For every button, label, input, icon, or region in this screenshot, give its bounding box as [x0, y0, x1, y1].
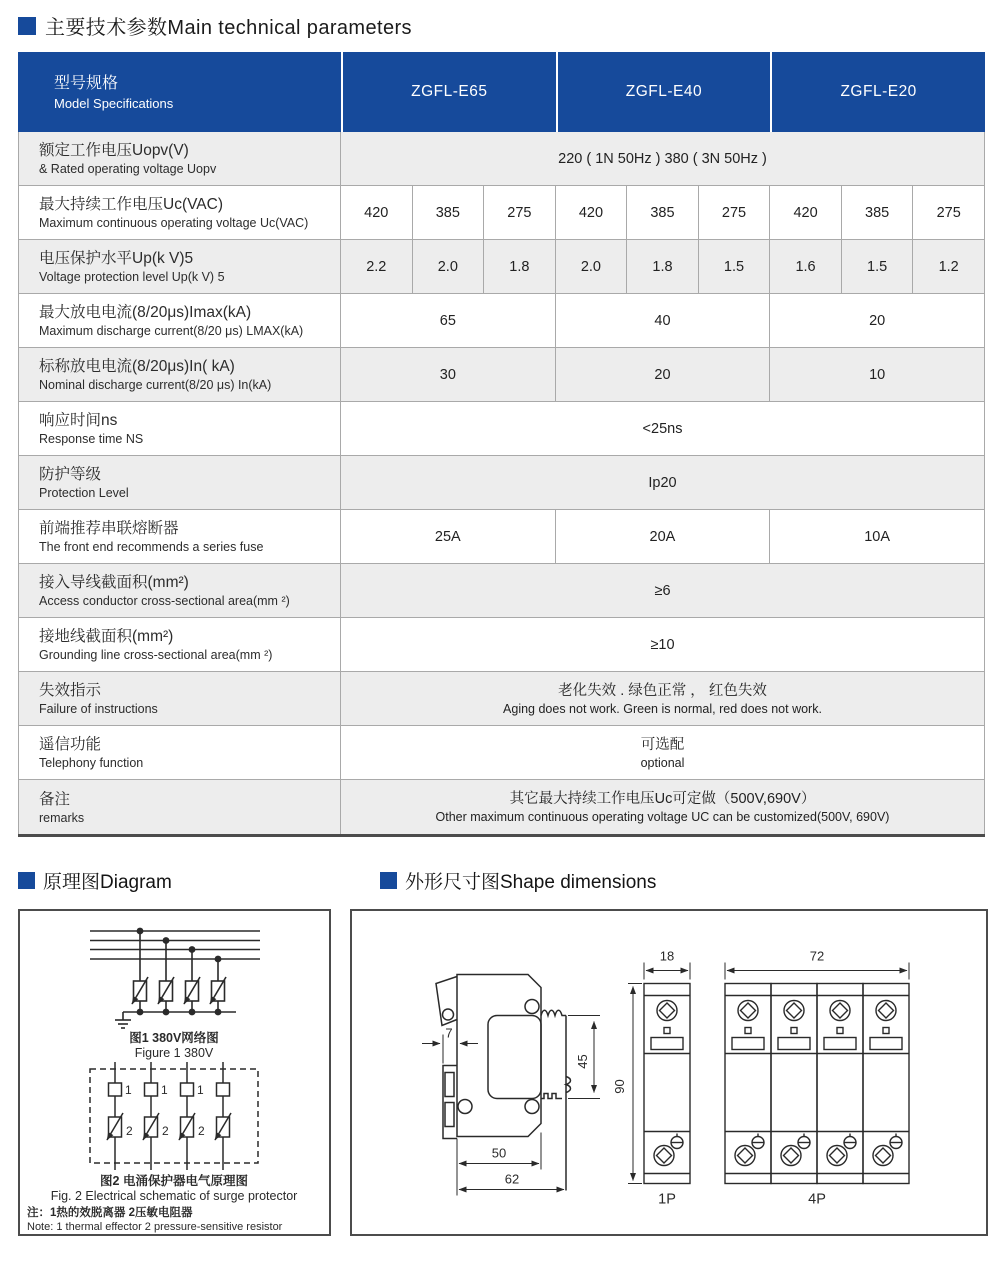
svg-text:1: 1 — [197, 1083, 204, 1097]
spec-value-cell: 20A — [556, 510, 771, 564]
spec-value-cell: 275 — [484, 186, 556, 240]
dim-rail-depth: 7 — [445, 1025, 453, 1041]
svg-text:2: 2 — [126, 1124, 133, 1138]
spec-row-label: 标称放电电流(8/20μs)In( kA) Nominal discharge current(8/20 μs) In(kA) — [18, 348, 341, 402]
shape-section-title: 外形尺寸图Shape dimensions — [380, 867, 656, 894]
dim-module-height: 45 — [575, 1054, 590, 1069]
table-row — [18, 294, 985, 348]
table-row — [18, 726, 985, 780]
spec-row-label: 前端推荐串联熔断器 The front end recommends a series fuse — [18, 510, 341, 564]
spec-value-cell: ≥6 — [341, 564, 985, 618]
spec-value-cell: ≥10 — [341, 618, 985, 672]
table-row — [18, 672, 985, 726]
dim-unit4-width: 72 — [809, 948, 825, 964]
svg-text:1: 1 — [161, 1083, 168, 1097]
table-row — [18, 510, 985, 564]
section-headers — [0, 867, 1000, 895]
figure1-caption-en: Figure 1 380V — [134, 1046, 214, 1060]
spec-row-label: 遥信功能 Telephony function — [18, 726, 341, 780]
spec-value-cell: 275 — [699, 186, 771, 240]
table-row — [18, 456, 985, 510]
blue-square-icon — [380, 872, 397, 889]
spec-value-cell: 385 — [627, 186, 699, 240]
svg-text:1: 1 — [125, 1083, 132, 1097]
blue-square-icon — [18, 872, 35, 889]
spec-table — [18, 52, 985, 834]
model-header-e40: ZGFL-E40 — [556, 52, 771, 132]
table-row — [18, 780, 985, 834]
spec-value-cell: 385 — [413, 186, 485, 240]
table-row — [18, 402, 985, 456]
figure1-caption-zh: 图1 380V网络图 — [129, 1031, 219, 1045]
figure-boxes — [18, 909, 1000, 1236]
table-row — [18, 240, 985, 294]
spec-row-label: 防护等级 Protection Level — [18, 456, 341, 510]
figure2-spd-schematic — [90, 1062, 258, 1170]
spec-value-cell: 其它最大持续工作电压Uc可定做（500V,690V） Other maximum continuous operating voltage UC can be customized(500V, 690V) — [341, 780, 985, 834]
dim-unit-height: 90 — [612, 1079, 627, 1094]
circuit-diagram — [20, 911, 329, 1234]
spec-value-cell: 10A — [770, 510, 985, 564]
page-title — [18, 11, 1000, 40]
model-header-e65: ZGFL-E65 — [341, 52, 556, 132]
spec-value-cell: 420 — [770, 186, 842, 240]
shape-dimensions-box — [350, 909, 988, 1236]
table-row — [18, 132, 985, 186]
spec-value-cell: 1.8 — [484, 240, 556, 294]
figure2-caption-en: Fig. 2 Electrical schematic of surge protector — [50, 1189, 298, 1203]
spec-table-wrap — [18, 52, 985, 837]
front-view-1p — [644, 984, 690, 1184]
diagram-section-title: 原理图Diagram — [18, 867, 172, 894]
spec-value-cell: 2.2 — [341, 240, 413, 294]
model-header-e20: ZGFL-E20 — [770, 52, 985, 132]
spec-value-cell: 20 — [556, 348, 771, 402]
side-view-dimensions — [422, 1016, 600, 1196]
varistor-symbols — [132, 977, 226, 1004]
note-en: Note: 1 thermal effector 2 pressure-sensitive resistor — [27, 1221, 283, 1233]
table-row — [18, 186, 985, 240]
spec-value-cell: 2.0 — [413, 240, 485, 294]
spec-row-label: 额定工作电压Uopv(V) & Rated operating voltage Uopv — [18, 132, 341, 186]
header-label-cell — [18, 52, 341, 132]
table-row — [18, 348, 985, 402]
svg-text:2: 2 — [162, 1124, 169, 1138]
shape-dimensions-drawing — [352, 911, 986, 1234]
spec-value-cell: 275 — [913, 186, 985, 240]
spec-value-cell: 65 — [341, 294, 556, 348]
label-1p: 1P — [658, 1191, 676, 1208]
dim-body-width: 50 — [491, 1145, 507, 1161]
spec-row-label: 最大放电电流(8/20μs)Imax(kA) Maximum discharge current(8/20 μs) LMAX(kA) — [18, 294, 341, 348]
dim-unit1-width: 18 — [659, 948, 675, 964]
spec-value-cell: 2.0 — [556, 240, 628, 294]
svg-text:2: 2 — [198, 1124, 205, 1138]
spec-value-cell: 可选配 optional — [341, 726, 985, 780]
spec-value-cell: 220 ( 1N 50Hz ) 380 ( 3N 50Hz ) — [341, 132, 985, 186]
spec-value-cell: 20 — [770, 294, 985, 348]
spec-value-cell: 25A — [341, 510, 556, 564]
header-label-zh: 型号规格 — [54, 75, 119, 92]
figure2-caption-zh: 图2 电涌保护器电气原理图 — [100, 1174, 248, 1188]
spec-value-cell: 420 — [556, 186, 628, 240]
figure1-network-schematic — [90, 928, 260, 1028]
blue-square-icon — [18, 17, 36, 35]
spec-value-cell: 385 — [842, 186, 914, 240]
spec-value-cell: 10 — [770, 348, 985, 402]
spec-row-label: 接地线截面积(mm²) Grounding line cross-sectional area(mm ²) — [18, 618, 341, 672]
spec-value-cell: 30 — [341, 348, 556, 402]
spec-row-label: 最大持续工作电压Uc(VAC) Maximum continuous operating voltage Uc(VAC) — [18, 186, 341, 240]
spec-value-cell: 1.5 — [699, 240, 771, 294]
spec-row-label: 备注 remarks — [18, 780, 341, 834]
spec-value-cell: <25ns — [341, 402, 985, 456]
spec-value-cell: 1.6 — [770, 240, 842, 294]
front-view-4p — [725, 984, 909, 1184]
table-row — [18, 618, 985, 672]
spec-value-cell: 420 — [341, 186, 413, 240]
label-4p: 4P — [808, 1191, 826, 1208]
spec-row-label: 响应时间ns Response time NS — [18, 402, 341, 456]
table-header-row — [18, 52, 985, 132]
spec-value-cell: 老化失效 . 绿色正常 ， 红色失效 Aging does not work. Green is normal, red does not work. — [341, 672, 985, 726]
spec-value-cell: 1.8 — [627, 240, 699, 294]
circuit-diagram-box — [18, 909, 331, 1236]
header-label-en: Model Specifications — [54, 96, 174, 111]
table-row — [18, 564, 985, 618]
spec-value-cell: 1.2 — [913, 240, 985, 294]
ground-symbol — [115, 1012, 131, 1028]
spec-value-cell: 40 — [556, 294, 771, 348]
spec-row-label: 接入导线截面积(mm²) Access conductor cross-sectional area(mm ²) — [18, 564, 341, 618]
page-title-text: 主要技术参数Main technical parameters — [45, 17, 412, 39]
spec-row-label: 失效指示 Failure of instructions — [18, 672, 341, 726]
spec-value-cell: Ip20 — [341, 456, 985, 510]
dim-body-depth: 62 — [504, 1171, 520, 1187]
note-zh: 注：1热的效脱离器 2压敏电阻器 — [27, 1207, 193, 1219]
spec-row-label: 电压保护水平Up(k V)5 Voltage protection level Up(k V) 5 — [18, 240, 341, 294]
spec-value-cell: 1.5 — [842, 240, 914, 294]
